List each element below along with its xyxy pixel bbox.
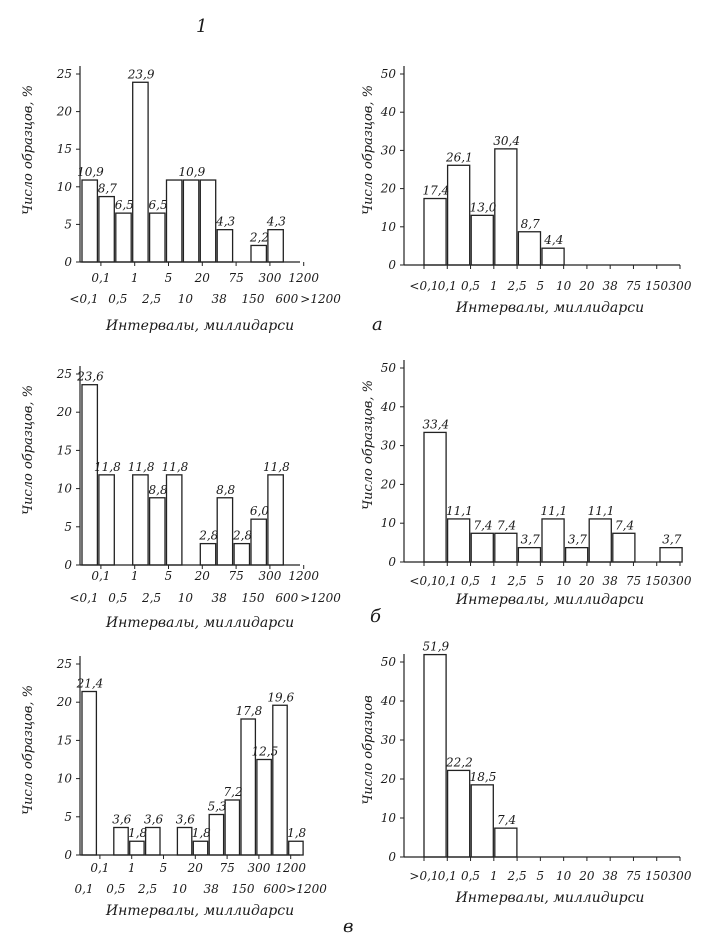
bar-value-label: 7,4 bbox=[615, 518, 635, 533]
histogram-panel-1 bbox=[21, 66, 341, 334]
histogram-bar bbox=[268, 230, 283, 262]
x-tick-label-bottom: 0,1 bbox=[74, 882, 94, 896]
x-tick-label: 300 bbox=[668, 574, 692, 588]
histogram-panel-3 bbox=[21, 366, 341, 631]
bar-value-label: 23,9 bbox=[127, 67, 155, 82]
x-tick-label-bottom: 10 bbox=[177, 591, 194, 605]
y-tick-label: 50 bbox=[380, 655, 396, 669]
bar-value-label: 4,3 bbox=[216, 214, 236, 229]
histogram-bar bbox=[589, 519, 611, 562]
x-tick-label-top: 1 bbox=[127, 861, 136, 875]
x-tick-label-top: 5 bbox=[164, 569, 173, 583]
y-tick-label: 5 bbox=[64, 217, 72, 232]
bar-value-label: 1,8 bbox=[128, 826, 148, 841]
bar-value-label: 3,7 bbox=[520, 532, 540, 547]
x-axis-label: Интервалы, миллидарси bbox=[105, 318, 295, 334]
histogram-bar bbox=[82, 180, 97, 262]
bar-value-label: 30,4 bbox=[493, 133, 520, 148]
bar-value-label: 1,8 bbox=[191, 826, 211, 841]
x-tick-label: 300 bbox=[668, 279, 692, 293]
x-tick-label-top: 5 bbox=[164, 271, 173, 285]
bar-value-label: 7,4 bbox=[497, 813, 517, 828]
x-tick-label: <0,1 bbox=[409, 279, 439, 293]
bar-value-label: 26,1 bbox=[446, 150, 473, 165]
histogram-bar bbox=[424, 432, 446, 562]
histogram-bar bbox=[257, 760, 271, 856]
row-label-b: б bbox=[370, 606, 381, 627]
x-tick-label: 150 bbox=[645, 869, 669, 883]
x-axis-label: Интервалы, миллидарси bbox=[455, 592, 645, 608]
histogram-bar bbox=[234, 544, 249, 565]
histogram-bar bbox=[167, 475, 182, 565]
x-tick-label: 300 bbox=[668, 869, 692, 883]
y-tick-label: 30 bbox=[380, 733, 396, 747]
histogram-bar bbox=[424, 199, 446, 265]
histogram-bar bbox=[82, 385, 97, 565]
x-tick-label: 5 bbox=[536, 574, 545, 588]
x-tick-label-top: 20 bbox=[194, 271, 210, 285]
y-axis-label: Число образцов, % bbox=[21, 385, 36, 515]
x-tick-label-bottom: 10 bbox=[171, 882, 188, 896]
y-tick-label: 0 bbox=[388, 850, 396, 864]
x-tick-label-top: 300 bbox=[247, 861, 271, 875]
y-tick-label: 10 bbox=[380, 219, 396, 234]
y-tick-label: 30 bbox=[380, 143, 396, 158]
histogram-bar bbox=[495, 533, 517, 562]
histogram-bar bbox=[251, 245, 266, 262]
bar-value-label: 33,4 bbox=[422, 417, 450, 432]
bar-value-label: 17,8 bbox=[235, 704, 263, 719]
x-tick-label-top: 1 bbox=[130, 271, 139, 285]
x-tick-label-bottom: >1200 bbox=[300, 292, 341, 306]
y-tick-label: 20 bbox=[56, 104, 72, 119]
y-tick-label: 20 bbox=[380, 477, 396, 492]
x-tick-label-bottom: 0,5 bbox=[108, 591, 128, 605]
bar-value-label: 3,7 bbox=[567, 532, 587, 547]
histogram-bar bbox=[193, 841, 207, 855]
bar-value-label: 7,4 bbox=[497, 518, 517, 533]
histogram-bar bbox=[471, 785, 493, 857]
bar-value-label: 11,8 bbox=[127, 459, 155, 474]
x-tick-label: 75 bbox=[625, 279, 642, 293]
bar-value-label: 23,6 bbox=[77, 369, 104, 384]
bar-value-label: 10,9 bbox=[178, 165, 206, 180]
x-tick-label-bottom: 150 bbox=[241, 591, 265, 605]
histogram-bar bbox=[471, 215, 493, 265]
bar-value-label: 21,4 bbox=[76, 676, 104, 691]
histogram-bar bbox=[495, 828, 517, 857]
bar-value-label: 2,8 bbox=[233, 528, 253, 543]
bar-value-label: 10,9 bbox=[77, 165, 104, 180]
x-axis-label: Интервалы, миллидарси bbox=[105, 903, 295, 919]
x-tick-label-top: 0,1 bbox=[90, 861, 110, 875]
y-tick-label: 40 bbox=[380, 399, 396, 414]
y-tick-label: 15 bbox=[56, 443, 72, 458]
histogram-bar bbox=[133, 82, 148, 262]
x-tick-label-bottom: >1200 bbox=[300, 591, 341, 605]
bar-value-label: 11,8 bbox=[161, 459, 189, 474]
histogram-bar bbox=[177, 827, 191, 855]
y-tick-label: 15 bbox=[56, 142, 72, 157]
bar-value-label: 11,8 bbox=[93, 459, 121, 474]
x-tick-label: 10 bbox=[555, 279, 572, 293]
bar-value-label: 12,5 bbox=[251, 744, 279, 759]
histogram-bar bbox=[613, 533, 635, 562]
x-tick-label-top: 75 bbox=[219, 861, 235, 875]
x-tick-label: 75 bbox=[625, 574, 642, 588]
histogram-bar bbox=[448, 770, 470, 857]
histogram-bar bbox=[225, 800, 239, 855]
bar-value-label: 1,8 bbox=[287, 826, 307, 841]
histogram-bar bbox=[116, 213, 131, 262]
bar-value-label: 11,8 bbox=[262, 459, 290, 474]
x-tick-label: 5 bbox=[536, 279, 545, 293]
histogram-bar bbox=[200, 180, 215, 262]
histogram-bar bbox=[660, 548, 682, 562]
histogram-bar bbox=[217, 230, 232, 262]
histogram-bar bbox=[273, 705, 287, 855]
x-tick-label-bottom: 38 bbox=[211, 591, 227, 605]
y-tick-label: 25 bbox=[56, 67, 72, 81]
x-tick-label-top: 300 bbox=[258, 569, 282, 583]
x-tick-label: 10 bbox=[555, 574, 572, 588]
x-tick-label: 0,5 bbox=[460, 574, 481, 588]
x-tick-label: 5 bbox=[536, 869, 545, 883]
x-tick-label-bottom: 600 bbox=[263, 882, 287, 896]
histogram-panel-4 bbox=[361, 360, 692, 608]
y-axis-label: Число образцов, % bbox=[21, 685, 36, 815]
figure-number: 1 bbox=[196, 16, 208, 37]
y-tick-label: 10 bbox=[56, 481, 72, 496]
histogram-bar bbox=[99, 475, 114, 565]
x-tick-label-top: 1200 bbox=[288, 569, 319, 583]
y-axis-label: Число образцов, % bbox=[361, 85, 376, 215]
histogram-bar bbox=[424, 655, 446, 857]
y-tick-label: 40 bbox=[380, 105, 396, 120]
bar-value-label: 6,0 bbox=[249, 504, 269, 519]
x-tick-label-bottom: 2,5 bbox=[142, 591, 162, 605]
y-axis-label: Число образцов, % bbox=[21, 85, 36, 215]
bar-value-label: 3,7 bbox=[662, 532, 682, 547]
x-tick-label: 10 bbox=[555, 869, 572, 883]
y-tick-label: 10 bbox=[56, 771, 72, 786]
x-tick-label: 0,5 bbox=[460, 279, 481, 293]
y-tick-label: 5 bbox=[64, 809, 72, 824]
histogram-bar bbox=[114, 827, 128, 855]
y-tick-label: 0 bbox=[388, 258, 396, 272]
histogram-bar bbox=[448, 165, 470, 265]
x-tick-label: 1 bbox=[489, 574, 498, 588]
bar-value-label: 8,7 bbox=[520, 216, 540, 231]
y-axis-label: Число образцов bbox=[361, 695, 376, 805]
bar-value-label: 2,8 bbox=[199, 528, 219, 543]
histogram-bar bbox=[566, 548, 588, 562]
histogram-bar bbox=[495, 149, 517, 265]
bar-value-label: 6,5 bbox=[114, 198, 134, 213]
y-tick-label: 20 bbox=[56, 405, 72, 420]
row-label-a: а bbox=[372, 314, 383, 335]
bar-value-label: 8,8 bbox=[148, 482, 168, 497]
x-tick-label-top: 5 bbox=[159, 861, 168, 875]
x-tick-label: 38 bbox=[602, 869, 618, 883]
x-tick-label: <0,1 bbox=[409, 574, 439, 588]
y-axis-label: Число образцов, % bbox=[361, 380, 376, 510]
y-tick-label: 50 bbox=[380, 67, 396, 81]
x-tick-label-top: 20 bbox=[194, 569, 210, 583]
bar-value-label: 4,4 bbox=[544, 233, 564, 248]
y-tick-label: 10 bbox=[380, 516, 396, 531]
x-tick-label-bottom: 2,5 bbox=[138, 882, 158, 896]
x-tick-label-bottom: >1200 bbox=[286, 882, 327, 896]
x-tick-label: 0,1 bbox=[437, 279, 457, 293]
y-tick-label: 40 bbox=[380, 694, 396, 708]
x-tick-label-top: 0,1 bbox=[91, 271, 111, 285]
y-tick-label: 5 bbox=[64, 519, 72, 534]
bar-value-label: 5,3 bbox=[207, 799, 227, 814]
x-tick-label: 1 bbox=[489, 869, 498, 883]
x-tick-label-top: 1200 bbox=[275, 861, 306, 875]
x-tick-label-top: 75 bbox=[228, 271, 244, 285]
histogram-bar bbox=[150, 213, 165, 262]
histogram-bar bbox=[200, 544, 215, 565]
histogram-panel-5 bbox=[21, 656, 327, 919]
x-tick-label-bottom: 600 bbox=[275, 292, 299, 306]
histogram-bar bbox=[133, 475, 148, 565]
y-tick-label: 0 bbox=[64, 255, 72, 269]
x-tick-label-top: 300 bbox=[258, 271, 282, 285]
x-tick-label-top: 75 bbox=[228, 569, 244, 583]
x-tick-label: 20 bbox=[579, 279, 595, 293]
y-tick-label: 0 bbox=[64, 558, 72, 572]
bar-value-label: 11,1 bbox=[587, 503, 615, 518]
bar-value-label: 22,2 bbox=[446, 755, 473, 770]
histogram-bar bbox=[542, 248, 564, 265]
y-tick-label: 20 bbox=[380, 772, 396, 786]
x-tick-label: 2,5 bbox=[507, 869, 527, 883]
x-tick-label-bottom: <0,1 bbox=[69, 292, 99, 306]
histogram-bar bbox=[146, 827, 160, 855]
x-tick-label-bottom: 38 bbox=[203, 882, 219, 896]
y-tick-label: 20 bbox=[380, 181, 396, 196]
x-tick-label-top: 1 bbox=[130, 569, 139, 583]
x-tick-label: 0,5 bbox=[460, 869, 481, 883]
bar-value-label: 51,9 bbox=[422, 639, 450, 654]
x-tick-label: 38 bbox=[602, 279, 618, 293]
x-tick-label: 75 bbox=[625, 869, 642, 883]
histogram-bar bbox=[217, 498, 232, 565]
bar-value-label: 3,6 bbox=[112, 812, 132, 827]
x-tick-label: 38 bbox=[602, 574, 618, 588]
x-tick-label: 150 bbox=[645, 574, 669, 588]
x-tick-label-bottom: 600 bbox=[275, 591, 299, 605]
histogram-bar bbox=[209, 815, 223, 855]
x-tick-label-top: 20 bbox=[187, 861, 203, 875]
bar-value-label: 13,0 bbox=[469, 200, 497, 215]
x-tick-label-bottom: <0,1 bbox=[69, 591, 99, 605]
histogram-bar bbox=[183, 180, 198, 262]
y-tick-label: 0 bbox=[64, 848, 72, 862]
bar-value-label: 19,6 bbox=[267, 690, 295, 705]
x-axis-label: Интервалы, миллидарси bbox=[105, 615, 295, 631]
bar-value-label: 11,1 bbox=[540, 503, 568, 518]
x-tick-label-top: 1200 bbox=[288, 271, 319, 285]
bar-value-label: 18,5 bbox=[469, 769, 497, 784]
bar-value-label: 17,4 bbox=[422, 183, 450, 198]
histogram-bar bbox=[150, 498, 165, 565]
histogram-bar bbox=[471, 533, 493, 562]
histogram-panel-2 bbox=[361, 66, 692, 316]
y-tick-label: 15 bbox=[56, 733, 72, 748]
bar-value-label: 7,4 bbox=[473, 518, 493, 533]
x-axis-label: Интервалы, миллидарси bbox=[455, 300, 645, 316]
bar-value-label: 7,2 bbox=[223, 784, 243, 799]
histogram-bar bbox=[251, 519, 266, 565]
bar-value-label: 6,5 bbox=[148, 198, 168, 213]
y-tick-label: 0 bbox=[388, 555, 396, 569]
y-tick-label: 10 bbox=[380, 811, 396, 825]
x-tick-label: 1 bbox=[489, 279, 498, 293]
y-tick-label: 30 bbox=[380, 438, 396, 453]
x-tick-label: 2,5 bbox=[507, 279, 527, 293]
histogram-bar bbox=[130, 841, 144, 855]
bar-value-label: 8,8 bbox=[216, 482, 236, 497]
x-tick-label: 2,5 bbox=[507, 574, 527, 588]
x-tick-label: 0,1 bbox=[437, 574, 457, 588]
y-tick-label: 50 bbox=[380, 361, 396, 375]
bar-value-label: 2,2 bbox=[249, 230, 269, 245]
histogram-bar bbox=[518, 232, 540, 265]
histogram-bar bbox=[82, 692, 96, 855]
histogram-bar bbox=[542, 519, 564, 562]
x-tick-label-bottom: 10 bbox=[177, 292, 194, 306]
histogram-bar bbox=[167, 180, 182, 262]
histogram-bar bbox=[448, 519, 470, 562]
x-tick-label: 150 bbox=[645, 279, 669, 293]
bar-value-label: 4,3 bbox=[266, 214, 286, 229]
y-tick-label: 25 bbox=[56, 657, 72, 671]
bar-value-label: 3,6 bbox=[144, 812, 164, 827]
bar-value-label: 8,7 bbox=[97, 181, 117, 196]
histogram-bar bbox=[518, 548, 540, 562]
y-tick-label: 10 bbox=[56, 179, 72, 194]
x-tick-label-bottom: 150 bbox=[241, 292, 265, 306]
bar-value-label: 11,1 bbox=[446, 503, 473, 518]
y-tick-label: 20 bbox=[56, 695, 72, 710]
histogram-panel-6 bbox=[361, 640, 692, 906]
x-tick-label: >0,1 bbox=[409, 869, 439, 883]
row-label-v: в bbox=[343, 916, 354, 937]
bar-value-label: 3,6 bbox=[175, 812, 195, 827]
x-tick-label-bottom: 150 bbox=[231, 882, 255, 896]
x-tick-label-bottom: 0,5 bbox=[106, 882, 126, 896]
histogram-bar bbox=[289, 841, 303, 855]
x-tick-label-top: 0,1 bbox=[91, 569, 111, 583]
histogram-bar bbox=[241, 719, 255, 855]
histogram-bar bbox=[99, 197, 114, 262]
x-tick-label-bottom: 38 bbox=[211, 292, 227, 306]
y-tick-label: 25 bbox=[56, 367, 72, 381]
x-tick-label-bottom: 2,5 bbox=[142, 292, 162, 306]
x-axis-label: Интервалы, миллидирси bbox=[455, 890, 645, 906]
x-tick-label-bottom: 0,5 bbox=[108, 292, 128, 306]
charts-layer bbox=[21, 66, 692, 919]
x-tick-label: 20 bbox=[579, 869, 595, 883]
x-tick-label: 0,1 bbox=[437, 869, 457, 883]
x-tick-label: 20 bbox=[579, 574, 595, 588]
histogram-bar bbox=[268, 475, 283, 565]
